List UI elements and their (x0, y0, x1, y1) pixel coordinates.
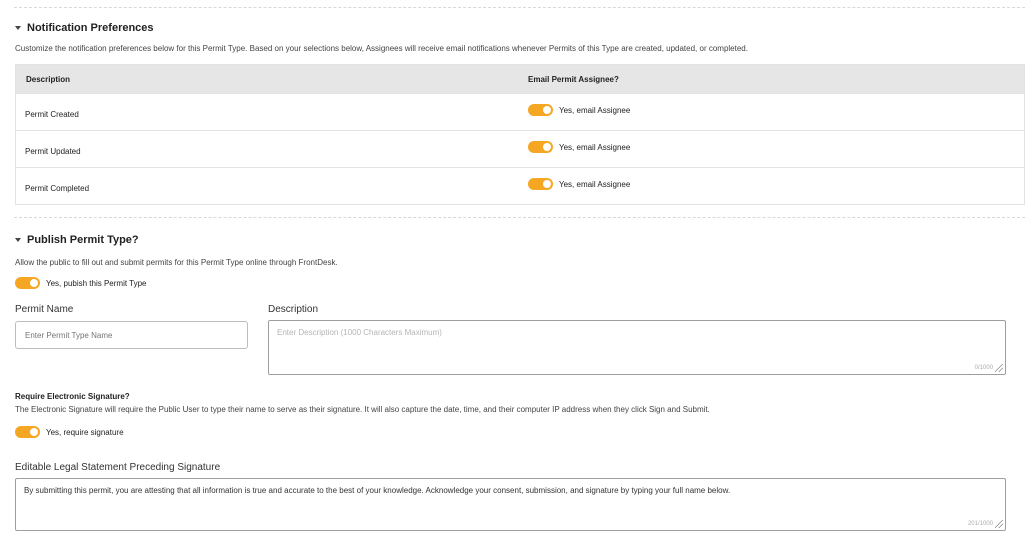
publish-section-title: Publish Permit Type? (27, 234, 139, 246)
publish-toggle[interactable] (15, 277, 147, 289)
toggle-label: Yes, email Assignee (559, 179, 631, 189)
resize-handle-icon[interactable] (995, 520, 1003, 528)
legal-statement-label: Editable Legal Statement Preceding Signature (15, 462, 221, 473)
publish-section-toggle[interactable] (15, 234, 139, 246)
legal-statement-text: By submitting this permit, you are attesting that all information is true and accurate to the best of your knowledge. Acknowledge your consent, submission, and signature by typing your full name below. (24, 486, 731, 495)
description-char-counter: 0/1000 (974, 365, 993, 371)
legal-char-counter: 201/1000 (967, 521, 993, 527)
signature-toggle[interactable] (15, 426, 124, 438)
toggle-switch-icon[interactable] (15, 426, 40, 438)
notification-section-title: Notification Preferences (27, 22, 154, 34)
row-label: Permit Completed (25, 183, 90, 193)
column-header-email: Email Permit Assignee? (528, 74, 619, 84)
table-row (16, 130, 1024, 167)
description-placeholder: Enter Description (1000 Characters Maximum) (277, 328, 442, 337)
resize-handle-icon[interactable] (995, 364, 1003, 372)
toggle-switch-icon[interactable] (528, 141, 553, 153)
row-label: Permit Updated (25, 146, 81, 156)
notification-description: Customize the notification preferences below for this Permit Type. Based on your selections below, Assignees will receive email notifications whenever Permits of this Type are created, updated, or completed. (15, 44, 748, 53)
table-header (16, 65, 1024, 93)
permit-name-input[interactable] (15, 321, 248, 349)
description-textarea[interactable] (268, 320, 1006, 375)
permit-name-label: Permit Name (15, 304, 74, 315)
toggle-label: Yes, require signature (46, 427, 124, 437)
toggle-switch-icon[interactable] (15, 277, 40, 289)
table-row (16, 167, 1024, 204)
legal-statement-textarea[interactable] (15, 478, 1006, 531)
email-updated-toggle[interactable] (528, 141, 630, 153)
email-completed-toggle[interactable] (528, 178, 630, 190)
toggle-switch-icon[interactable] (528, 178, 553, 190)
column-header-description: Description (26, 74, 71, 84)
caret-down-icon (15, 238, 21, 242)
toggle-switch-icon[interactable] (528, 104, 553, 116)
signature-description: The Electronic Signature will require the Public User to type their name to serve as their signature. It will also capture the date, time, and their computer IP address when they click Sign and Submit. (15, 405, 710, 414)
toggle-label: Yes, pubish this Permit Type (46, 278, 147, 288)
toggle-label: Yes, email Assignee (559, 142, 631, 152)
notification-table (15, 64, 1025, 205)
top-divider (14, 7, 1025, 8)
notification-section-toggle[interactable] (15, 22, 154, 34)
table-row (16, 93, 1024, 130)
description-label: Description (268, 304, 319, 315)
toggle-label: Yes, email Assignee (559, 105, 631, 115)
caret-down-icon (15, 26, 21, 30)
publish-description: Allow the public to fill out and submit permits for this Permit Type online through FrontDesk. (15, 258, 338, 267)
section-divider (14, 217, 1025, 218)
row-label: Permit Created (25, 109, 79, 119)
signature-title: Require Electronic Signature? (15, 392, 130, 401)
email-created-toggle[interactable] (528, 104, 630, 116)
